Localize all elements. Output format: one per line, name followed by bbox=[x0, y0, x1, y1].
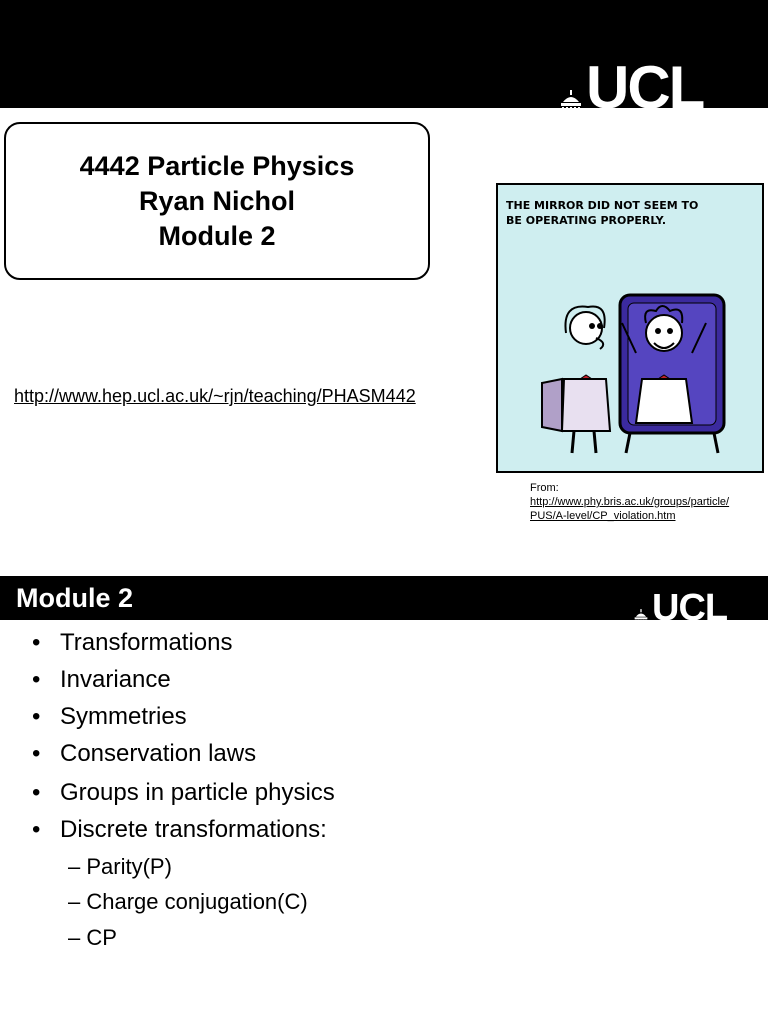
sub-bullet-text: CP bbox=[86, 925, 117, 950]
bullet-text: Transformations bbox=[60, 629, 233, 656]
bullet-item: • Transformations bbox=[32, 629, 233, 656]
credit-label: From: bbox=[530, 482, 559, 494]
credit-link-line-1[interactable]: http://www.phy.bris.ac.uk/groups/particle/ bbox=[530, 496, 730, 508]
author-name: Ryan Nichol bbox=[138, 185, 296, 216]
sub-bullet-item: – CP bbox=[68, 925, 117, 950]
bullet-item: • Invariance bbox=[32, 666, 171, 693]
bullet-text: Groups in particle physics bbox=[60, 779, 335, 806]
ucl-logo-text: UCL bbox=[586, 54, 704, 121]
slide-2-title: Module 2 bbox=[16, 583, 134, 613]
ucl-logo bbox=[560, 54, 704, 121]
sub-bullet-text: Parity(P) bbox=[86, 854, 172, 879]
bullet-text: Conservation laws bbox=[60, 740, 257, 767]
title-box bbox=[4, 122, 430, 280]
bullet-item: • Discrete transformations: bbox=[32, 816, 327, 843]
ucl-logo-text: UCL bbox=[652, 587, 728, 629]
module-title: Module 2 bbox=[158, 220, 276, 251]
course-title: 4442 Particle Physics bbox=[79, 150, 355, 181]
sub-bullet-item: – Parity(P) bbox=[68, 854, 172, 879]
bullet-item: • Groups in particle physics bbox=[32, 779, 335, 806]
slide-2 bbox=[0, 576, 768, 1024]
image-credit bbox=[530, 481, 729, 523]
bullet-text: Invariance bbox=[60, 666, 171, 693]
bullet-text: Symmetries bbox=[60, 703, 187, 730]
sub-bullet-item: – Charge conjugation(C) bbox=[68, 889, 308, 914]
bullet-item: • Symmetries bbox=[32, 703, 187, 730]
mirror-cartoon bbox=[496, 183, 764, 473]
ucl-logo-small bbox=[634, 589, 727, 627]
sub-bullet-text: Charge conjugation(C) bbox=[86, 889, 308, 914]
portico-icon bbox=[634, 609, 648, 627]
bullet-item: • Conservation laws bbox=[32, 740, 257, 767]
cartoon-caption-1: THE MIRROR DID NOT SEEM TO bbox=[506, 199, 699, 212]
bullet-text: Discrete transformations: bbox=[60, 816, 327, 843]
cartoon-caption-2: BE OPERATING PROPERLY. bbox=[506, 214, 666, 227]
course-link[interactable]: http://www.hep.ucl.ac.uk/~rjn/teaching/PHASM442 bbox=[14, 386, 416, 406]
portico-icon bbox=[560, 90, 582, 118]
credit-link-line-2[interactable]: PUS/A-level/CP_violation.htm bbox=[530, 510, 676, 522]
